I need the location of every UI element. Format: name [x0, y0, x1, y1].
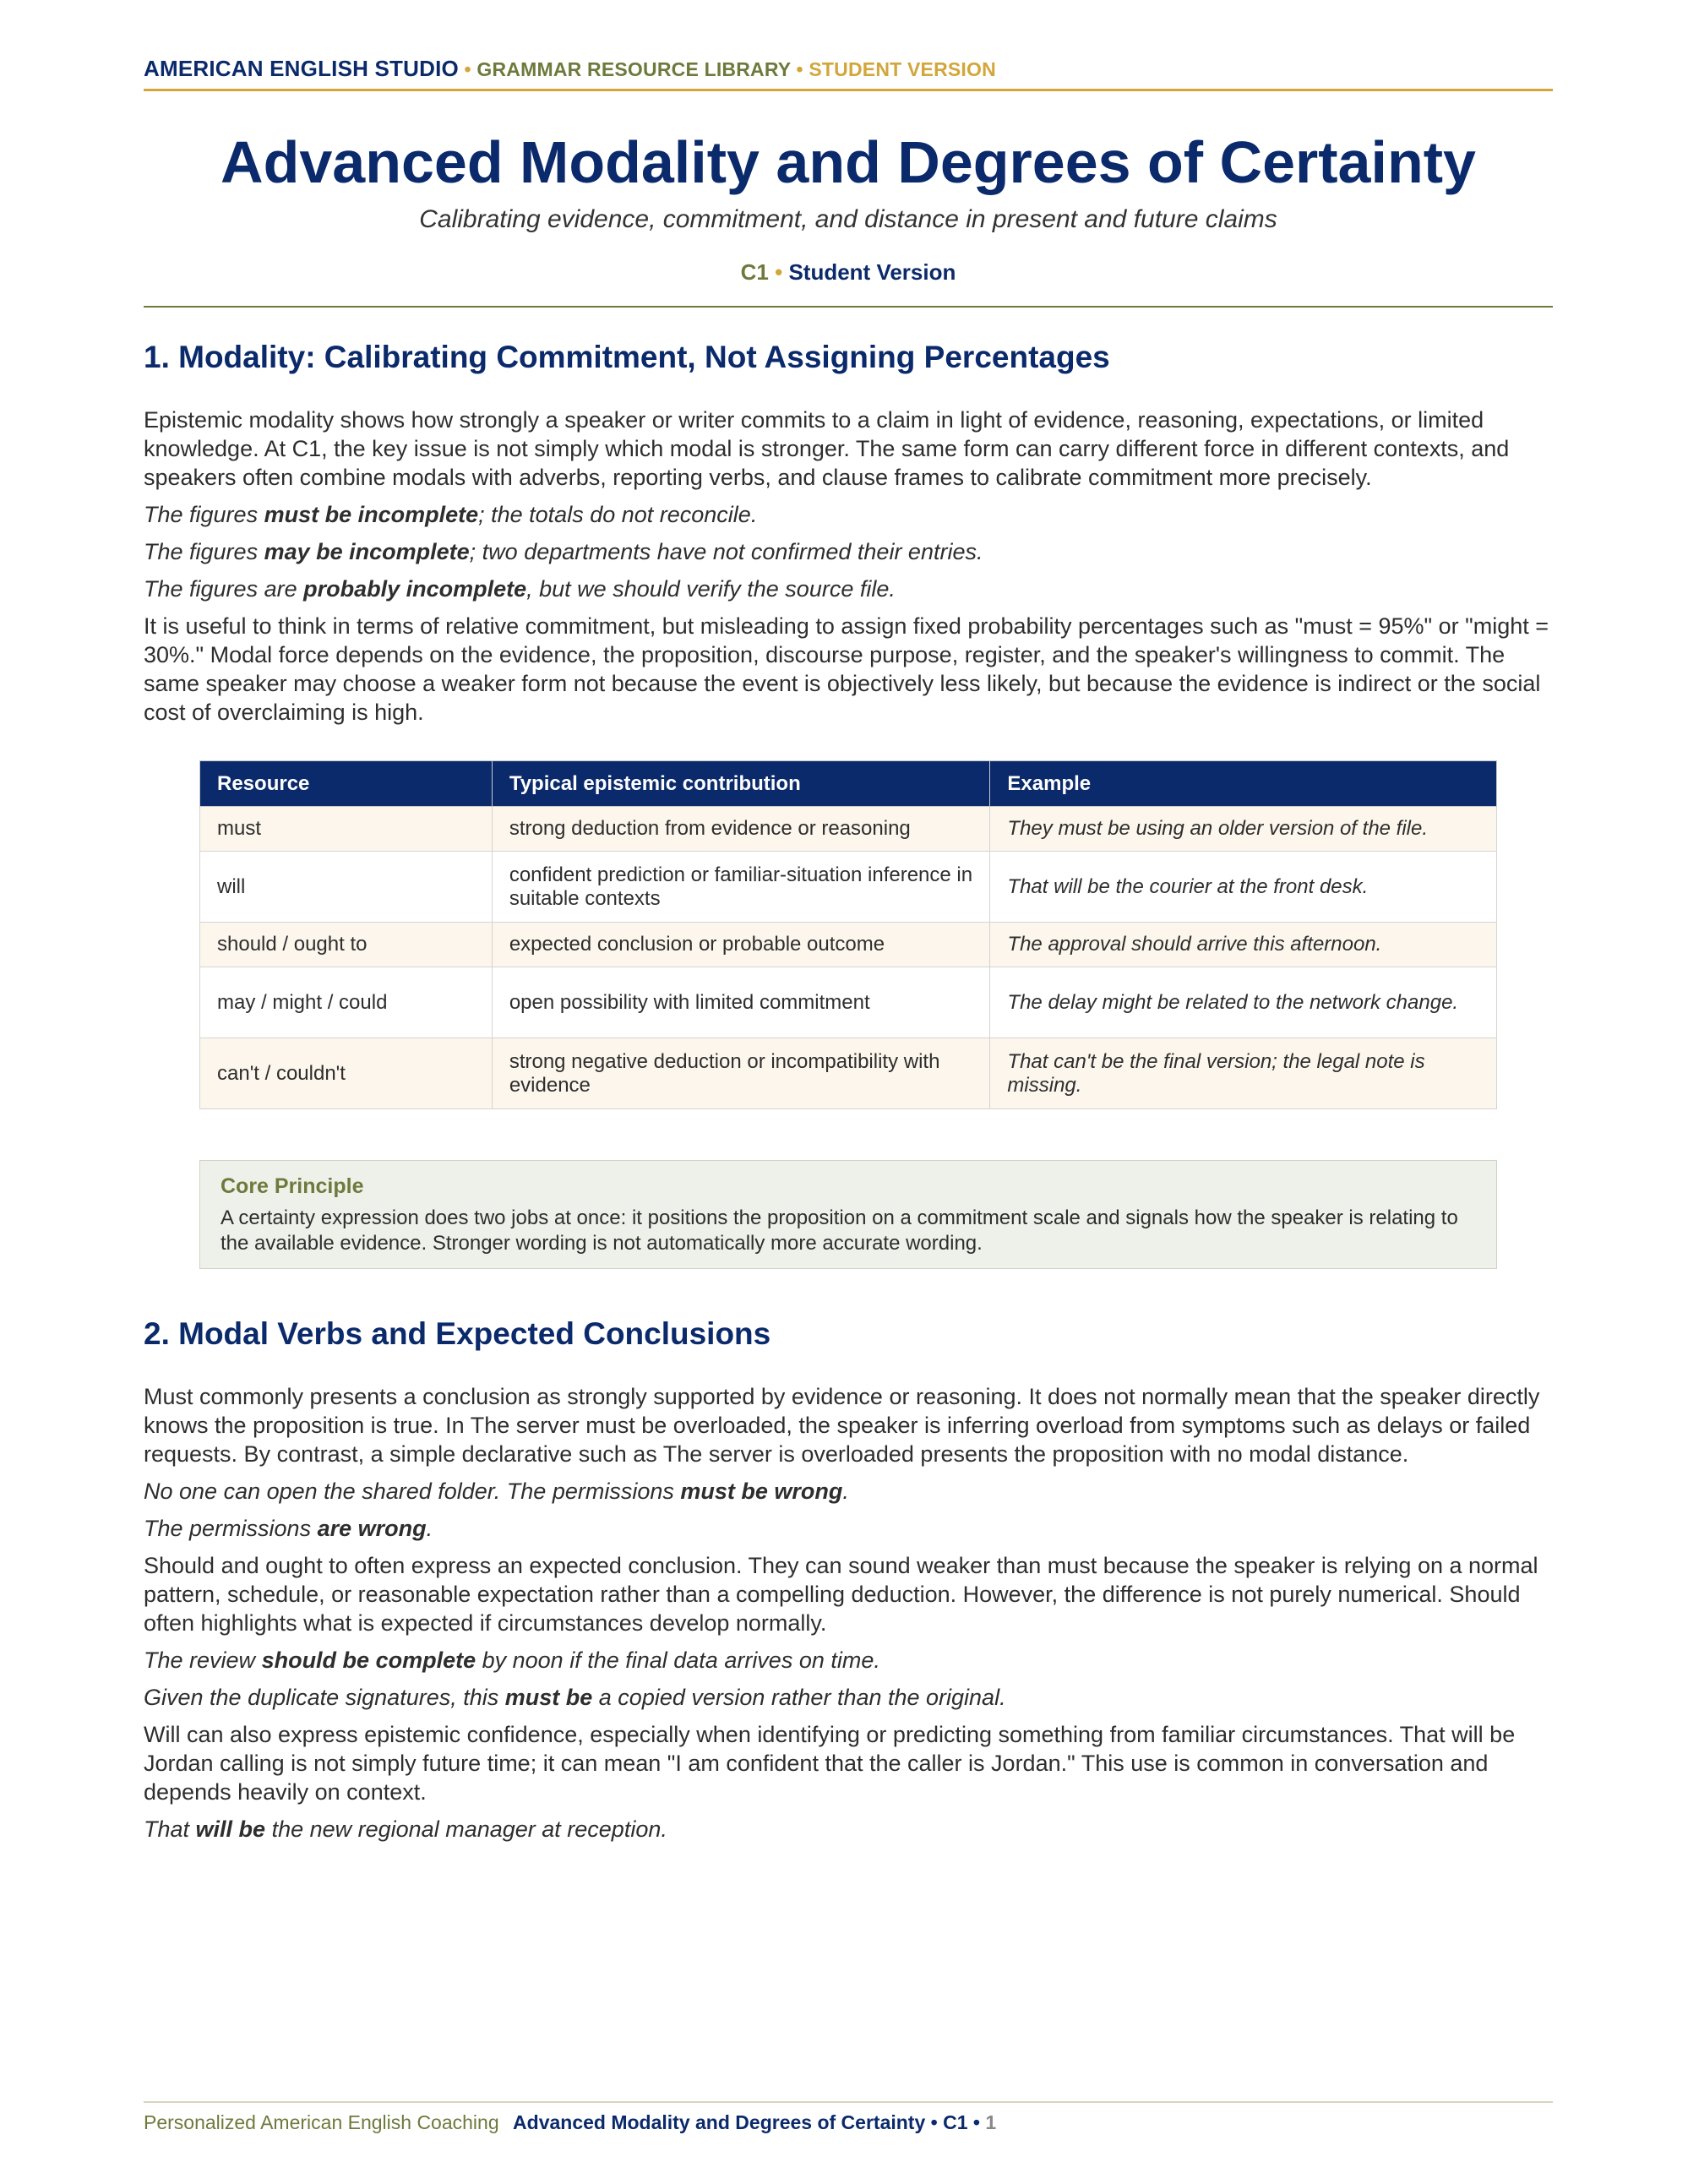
section-1-heading: 1. Modality: Calibrating Commitment, Not Assigning Percentages [144, 340, 1110, 374]
table-row [200, 1038, 1497, 1109]
example-sentence: The permissions are wrong. [144, 1516, 433, 1541]
table-row [200, 807, 1497, 852]
table-cell: must [200, 807, 493, 852]
page-subtitle: Calibrating evidence, commitment, and distance in present and future claims [419, 205, 1277, 233]
header-separator: • [796, 58, 803, 80]
section-2-heading: 2. Modal Verbs and Expected Conclusions [144, 1316, 771, 1351]
section-2-paragraph: Should and ought to often express an expected conclusion. They can sound weaker than must because the speaker is relying on a normal pattern, schedule, or reasonable expectation rather than a compelling deduction. However, the difference is not purely numerical. Should often highlights what is expected if circumstances develop normally. [144, 1553, 1538, 1636]
section-2-paragraph: Must commonly presents a conclusion as strongly supported by evidence or reasoning. It does not normally mean that the speaker directly knows the proposition is true. In The server must be overloaded, the speaker is inferring overload from symptoms such as delays or failed requests. By contrast, a simple declarative such as The server is overloaded presents the proposition with no modal distance. [144, 1384, 1540, 1467]
example-sentence: No one can open the shared folder. The permissions must be wrong. [144, 1479, 849, 1504]
table-cell: will [200, 852, 493, 923]
table-cell: strong negative deduction or incompatibility with evidence [492, 1038, 990, 1109]
callout-title: Core Principle [221, 1174, 364, 1198]
header-separator: • [464, 58, 471, 80]
library-name: GRAMMAR RESOURCE LIBRARY [476, 58, 791, 80]
section-1-paragraph: It is useful to think in terms of relative commitment, but misleading to assign fixed probability percentages such as "must = 95%" or "might = 30%." Modal force depends on the evidence, the proposition, discourse purpose, register, and the speaker's willingness to commit. The same speaker may choose a weaker form not because the event is objectively less likely, but because the evidence is indirect or the social cost of overclaiming is high. [144, 613, 1549, 725]
table-row [200, 852, 1497, 923]
footer-doc-title: Advanced Modality and Degrees of Certainty • C1 • [513, 2111, 980, 2133]
page-number: 1 [985, 2111, 997, 2133]
table-cell: strong deduction from evidence or reasoning [492, 807, 990, 852]
title-divider [144, 306, 1553, 308]
example-sentence: The figures must be incomplete; the totals do not reconcile. [144, 502, 758, 527]
section-2-paragraph: Will can also express epistemic confidence, especially when identifying or predicting something from familiar circumstances. That will be Jordan calling is not simply future time; it can mean "I am confident that the caller is Jordan." This use is common in conversation and depends heavily on context. [144, 1722, 1516, 1805]
level-code: C1 [740, 259, 769, 285]
example-sentence: The figures are probably incomplete, but we should verify the source file. [144, 576, 896, 602]
table-cell: should / ought to [200, 923, 493, 967]
table-header-row [200, 761, 1497, 807]
level-separator: • [775, 259, 783, 285]
core-principle-callout [199, 1160, 1497, 1269]
table-row [200, 923, 1497, 967]
level-label: Student Version [788, 259, 956, 285]
example-sentence: That will be the new regional manager at reception. [144, 1816, 667, 1842]
table-cell: expected conclusion or probable outcome [492, 923, 990, 967]
page-title: Advanced Modality and Degrees of Certainty [221, 129, 1476, 195]
section-1-intro: Epistemic modality shows how strongly a speaker or writer commits to a claim in light of evidence, reasoning, expectations, or limited knowledge. At C1, the key issue is not simply which modal is stronger. The same form can carry different force in different contexts, and speakers often combine modals with adverbs, reporting verbs, and clause frames to calibrate commitment more precisely. [144, 407, 1510, 490]
table-cell: The approval should arrive this afternoon. [990, 923, 1497, 967]
table-cell: confident prediction or familiar-situation inference in suitable contexts [492, 852, 990, 923]
table-cell: can't / couldn't [200, 1038, 493, 1109]
column-header: Typical epistemic contribution [492, 761, 990, 807]
brand-name: AMERICAN ENGLISH STUDIO [144, 56, 459, 81]
version-label: STUDENT VERSION [809, 58, 996, 80]
column-header: Resource [200, 761, 493, 807]
table-cell: They must be using an older version of the file. [990, 807, 1497, 852]
table-cell: That can't be the final version; the legal note is missing. [990, 1038, 1497, 1109]
table-cell: That will be the courier at the front desk. [990, 852, 1497, 923]
table-cell: open possibility with limited commitment [492, 967, 990, 1038]
footer-org: Personalized American English Coaching [144, 2111, 499, 2133]
callout-body: A certainty expression does two jobs at once: it positions the proposition on a commitment scale and signals how the speaker is relating to the available evidence. Stronger wording is not automatically more accurate wording. [221, 1206, 1458, 1255]
page-footer [144, 2101, 1553, 2134]
table-row [200, 967, 1497, 1038]
modal-resource-table [199, 760, 1497, 1109]
document-page [144, 0, 1553, 1844]
table-cell: may / might / could [200, 967, 493, 1038]
running-header [144, 56, 1553, 91]
table-cell: The delay might be related to the network change. [990, 967, 1497, 1038]
column-header: Example [990, 761, 1497, 807]
level-line [144, 259, 1553, 286]
example-sentence: Given the duplicate signatures, this must be a copied version rather than the original. [144, 1685, 1006, 1710]
example-sentence: The review should be complete by noon if the final data arrives on time. [144, 1648, 880, 1673]
example-sentence: The figures may be incomplete; two departments have not confirmed their entries. [144, 539, 983, 564]
